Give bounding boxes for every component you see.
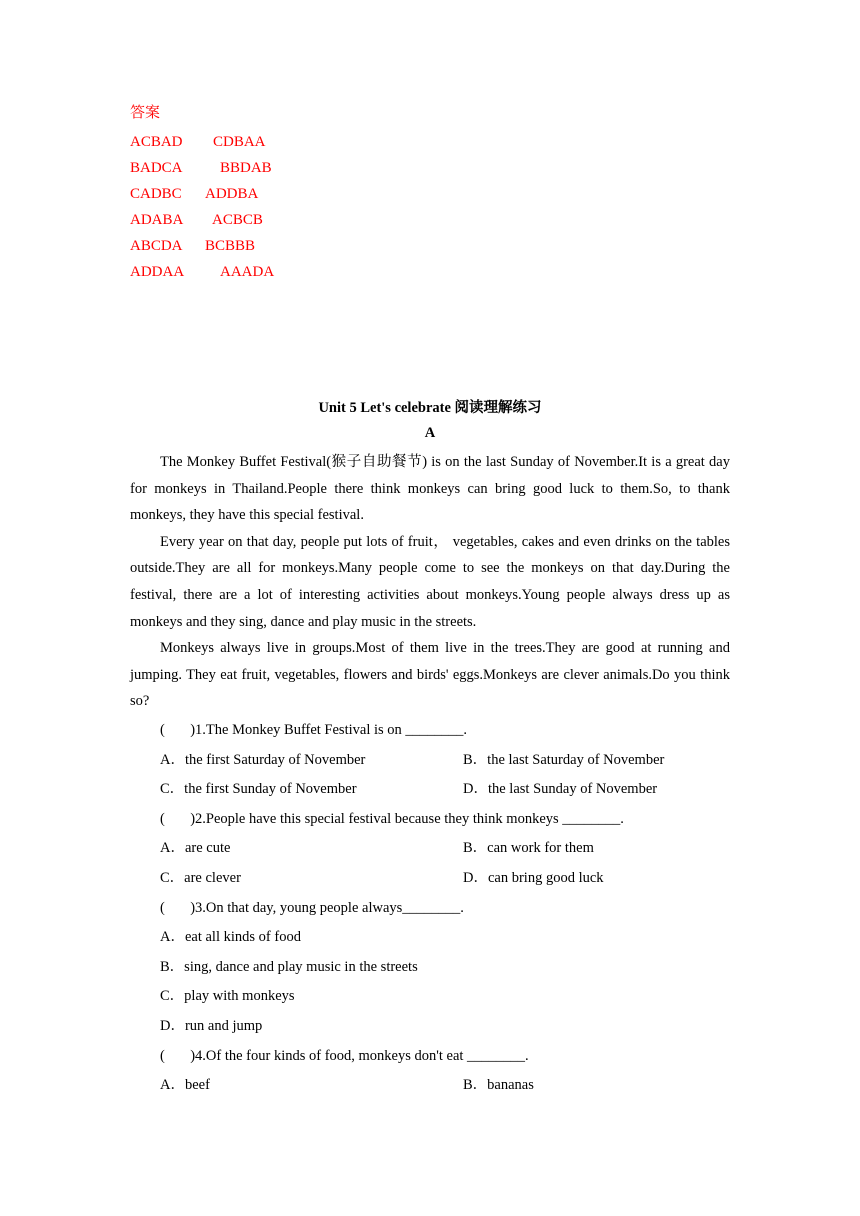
question-stem: ( )1.The Monkey Buffet Festival is on ________. bbox=[160, 722, 468, 738]
option-row bbox=[160, 864, 730, 894]
option-row bbox=[160, 834, 730, 864]
answer-key-title: 答案 bbox=[130, 105, 161, 121]
answer-option: B．the last Saturday of November bbox=[463, 751, 665, 768]
answer-option: A．the first Saturday of November bbox=[160, 751, 366, 768]
answer-group: AAADA bbox=[220, 264, 275, 280]
answer-group: BADCA bbox=[130, 160, 183, 176]
option-row bbox=[160, 923, 730, 953]
answer-key bbox=[130, 103, 274, 285]
option-row bbox=[160, 746, 730, 776]
option-row bbox=[160, 982, 730, 1012]
answer-row bbox=[130, 181, 274, 207]
answer-option: A．eat all kinds of food bbox=[160, 929, 301, 946]
option-row bbox=[160, 1071, 730, 1101]
reading-passage bbox=[130, 449, 730, 715]
answer-group: CADBC bbox=[130, 186, 182, 202]
answer-option: D．run and jump bbox=[160, 1017, 263, 1034]
answer-option: A．beef bbox=[160, 1077, 210, 1094]
answer-row bbox=[130, 259, 274, 285]
answer-group: ACBCB bbox=[212, 212, 263, 228]
answer-option: A．are cute bbox=[160, 840, 231, 857]
answer-option: C．are clever bbox=[160, 869, 241, 886]
answer-row bbox=[130, 233, 274, 259]
option-row bbox=[160, 1012, 730, 1042]
answer-group: ADDBA bbox=[205, 186, 259, 202]
answer-group: BBDAB bbox=[220, 160, 272, 176]
answer-group: CDBAA bbox=[213, 134, 266, 150]
answer-group: ADABA bbox=[130, 212, 184, 228]
answer-row bbox=[130, 207, 274, 233]
answer-row bbox=[130, 155, 274, 181]
answer-group: ACBAD bbox=[130, 134, 183, 150]
answer-group: BCBBB bbox=[205, 238, 256, 254]
unit-title: Unit 5 Let's celebrate 阅读理解练习 bbox=[318, 400, 542, 416]
answer-option: B．sing, dance and play music in the streets bbox=[160, 958, 418, 975]
answer-option: D．can bring good luck bbox=[463, 869, 604, 886]
answer-option: B．can work for them bbox=[463, 840, 594, 857]
passage-paragraph: Every year on that day, people put lots of fruit， vegetables, cakes and even drinks on the tables outside.They are all for monkeys.Many people come to see the monkeys on that day.During the festival, there are a lot of interesting activities about monkeys.Young people always dress up as monkeys and they sing, dance and play music in the streets. bbox=[130, 533, 730, 630]
question-stem: ( )3.On that day, young people always________. bbox=[160, 899, 464, 916]
answer-option: B．bananas bbox=[463, 1077, 534, 1094]
option-row bbox=[160, 953, 730, 983]
question-stem: ( )4.Of the four kinds of food, monkeys don't eat ________. bbox=[160, 1047, 529, 1064]
answer-option: C．the first Sunday of November bbox=[160, 781, 357, 798]
answer-group: ABCDA bbox=[130, 238, 183, 254]
question-list bbox=[160, 716, 730, 1101]
passage-paragraph: The Monkey Buffet Festival(猴子自助餐节) is on the last Sunday of November.It is a great day for monkeys in Thailand.People there think monkeys can bring good luck to them.So, to thank monkeys, they have this special festival. bbox=[130, 454, 730, 524]
section-letter: A bbox=[424, 425, 436, 441]
answer-option: C．play with monkeys bbox=[160, 988, 295, 1005]
answer-group: ADDAA bbox=[130, 264, 185, 280]
question-stem: ( )2.People have this special festival because they think monkeys ________. bbox=[160, 810, 624, 827]
answer-row bbox=[130, 129, 274, 155]
answer-option: D．the last Sunday of November bbox=[463, 781, 658, 798]
option-row bbox=[160, 775, 730, 805]
passage-paragraph: Monkeys always live in groups.Most of them live in the trees.They are good at running and jumping. They eat fruit, vegetables, flowers and birds' eggs.Monkeys are clever animals.Do you think so? bbox=[130, 640, 730, 710]
